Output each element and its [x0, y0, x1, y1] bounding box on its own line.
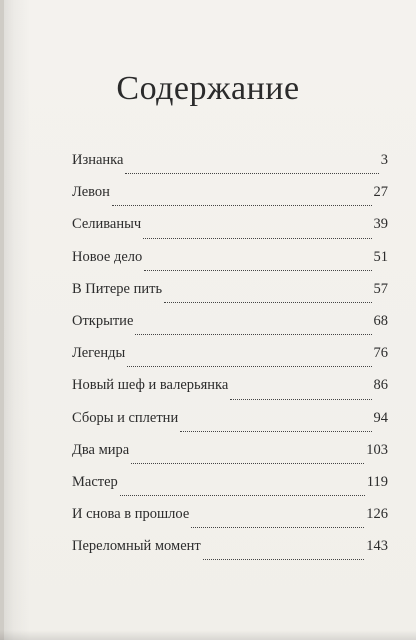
toc-entry: [72, 152, 388, 184]
dot-leader: [120, 494, 365, 496]
toc-entry: [72, 442, 388, 474]
toc-entry-page: 94: [373, 409, 388, 426]
toc-entry-title: Сборы и сплетни: [72, 409, 179, 426]
toc-entry-page: 51: [373, 248, 388, 265]
toc-entry: [72, 506, 388, 538]
toc-entry-page: 86: [373, 377, 388, 394]
toc-entry-title: Легенды: [72, 345, 126, 362]
toc-entry: [72, 249, 388, 281]
toc-entry-page: 57: [373, 280, 388, 297]
page-title: Содержание: [116, 70, 300, 107]
dot-leader: [203, 558, 365, 560]
toc-entry-page: 126: [366, 506, 388, 523]
dot-leader: [164, 301, 371, 303]
table-of-contents: [72, 152, 388, 570]
toc-entry-title: Открытие: [72, 312, 134, 329]
toc-entry: [72, 538, 388, 570]
dot-leader: [131, 462, 364, 464]
toc-entry: [72, 410, 388, 442]
dot-leader: [112, 204, 372, 206]
dot-leader: [144, 269, 371, 271]
toc-entry-title: Мастер: [72, 473, 118, 490]
toc-entry-title: Новое дело: [72, 248, 143, 265]
toc-entry: [72, 281, 388, 313]
toc-entry-page: 27: [373, 184, 388, 201]
toc-entry: [72, 184, 388, 216]
toc-entry-title: Новый шеф и валерьянка: [72, 377, 229, 394]
dot-leader: [180, 430, 371, 432]
dot-leader: [127, 365, 371, 367]
toc-entry-page: 76: [373, 345, 388, 362]
dot-leader: [191, 526, 364, 528]
toc-entry: [72, 313, 388, 345]
toc-entry-title: Переломный момент: [72, 538, 201, 555]
toc-entry-title: Селиваныч: [72, 216, 142, 233]
toc-entry-title: И снова в прошлое: [72, 506, 190, 523]
toc-entry-title: Изнанка: [72, 152, 124, 168]
dot-leader: [125, 172, 378, 174]
page-bottom-shadow: [0, 630, 416, 640]
toc-entry-page: 3: [380, 152, 388, 168]
toc-entry-page: 103: [366, 441, 388, 458]
toc-entry-page: 68: [373, 312, 388, 329]
toc-entry-title: Левон: [72, 184, 110, 201]
dot-leader: [143, 237, 371, 239]
toc-entry: [72, 377, 388, 409]
toc-entry: [72, 216, 388, 248]
toc-entry: [72, 474, 388, 506]
toc-entry-title: В Питере пить: [72, 280, 163, 297]
toc-entry: [72, 345, 388, 377]
toc-entry-page: 143: [366, 538, 388, 555]
dot-leader: [230, 398, 371, 400]
dot-leader: [135, 333, 371, 335]
toc-entry-title: Два мира: [72, 441, 130, 458]
toc-entry-page: 39: [373, 216, 388, 233]
toc-entry-page: 119: [366, 473, 388, 490]
